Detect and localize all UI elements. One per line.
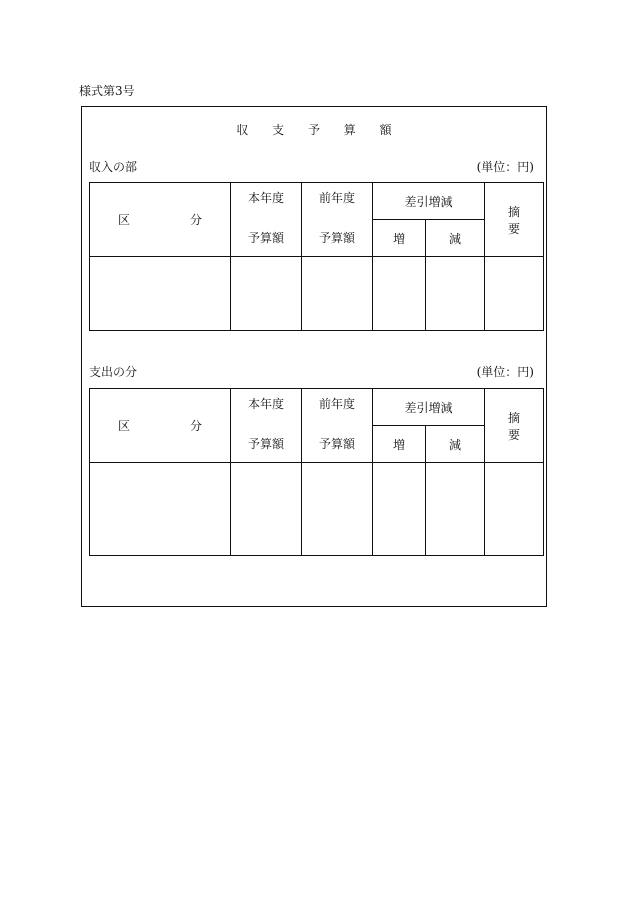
expense-cell-increase[interactable]	[373, 463, 426, 556]
income-cell-category[interactable]	[90, 257, 231, 331]
expense-header-category: 区 分	[90, 389, 231, 463]
expense-header-decrease: 減	[426, 426, 485, 463]
income-header-increase: 増	[373, 220, 426, 257]
expense-cell-current-year[interactable]	[231, 463, 302, 556]
income-header-remarks: 摘 要	[485, 183, 544, 257]
expense-header-previous-year-bottom: 予算額	[318, 437, 355, 451]
income-header-previous-year-top: 前年度	[318, 191, 355, 205]
expense-data-row	[90, 463, 544, 556]
income-header-current-year-bottom: 予算額	[247, 231, 284, 245]
income-cell-increase[interactable]	[373, 257, 426, 331]
income-header-category: 区 分	[90, 183, 231, 257]
expense-unit-label: (単位：円)	[476, 365, 534, 379]
expense-header-current-year-bottom: 予算額	[247, 437, 284, 451]
income-header-decrease: 減	[426, 220, 485, 257]
expense-header-increase: 増	[373, 426, 426, 463]
form-number: 様式第3号	[79, 84, 135, 98]
income-header-current-year	[231, 183, 302, 257]
form-frame	[81, 106, 557, 607]
income-table	[89, 182, 557, 331]
expense-cell-category[interactable]	[90, 463, 231, 556]
income-header-difference: 差引増減	[373, 183, 485, 220]
income-section-label: 収入の部	[89, 160, 138, 174]
expense-header-previous-year-top: 前年度	[318, 397, 355, 411]
expense-header-current-year	[231, 389, 302, 463]
expense-table	[89, 388, 557, 556]
income-data-row	[90, 257, 544, 331]
expense-cell-previous-year[interactable]	[302, 463, 373, 556]
expense-header-previous-year	[302, 389, 373, 463]
income-cell-remarks[interactable]	[485, 257, 544, 331]
income-header-previous-year	[302, 183, 373, 257]
income-cell-current-year[interactable]	[231, 257, 302, 331]
income-unit-label: (単位：円)	[476, 160, 534, 174]
expense-header-current-year-top: 本年度	[247, 397, 284, 411]
income-cell-previous-year[interactable]	[302, 257, 373, 331]
expense-cell-remarks[interactable]	[485, 463, 544, 556]
expense-cell-decrease[interactable]	[426, 463, 485, 556]
income-header-current-year-top: 本年度	[247, 191, 284, 205]
document-title: 収 支 予 算 額	[236, 123, 402, 137]
income-header-previous-year-bottom: 予算額	[318, 231, 355, 245]
expense-section-label: 支出の分	[89, 365, 138, 379]
income-cell-decrease[interactable]	[426, 257, 485, 331]
expense-header-difference: 差引増減	[373, 389, 485, 426]
expense-header-remarks: 摘 要	[485, 389, 544, 463]
